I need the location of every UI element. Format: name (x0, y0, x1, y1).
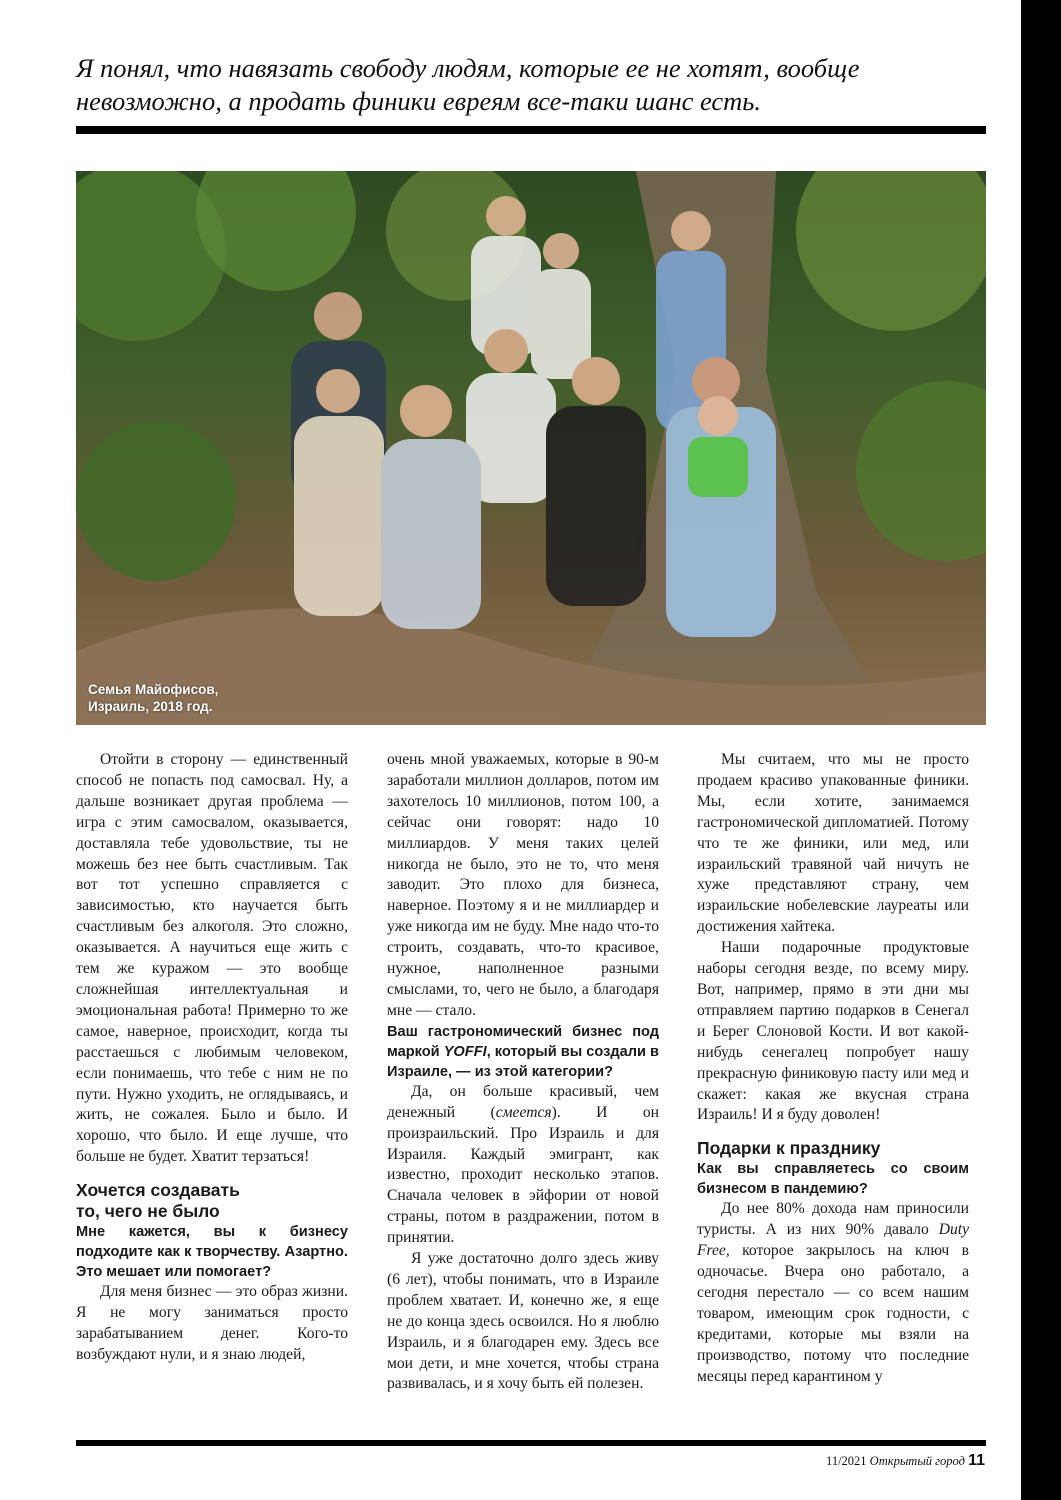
paragraph-text: ). И он произраильский. Про Израиль и для Израиля. Каждый эмигрант, как известно, проходит несколько этапов. Сначала человек в эйфории от новой страны, потом в раздражении, потом в принятии. (387, 1103, 659, 1247)
article-column-3 (697, 750, 969, 1387)
family-photo (76, 171, 986, 725)
interview-question: Мне кажется, вы к бизнесу подходите как к творчеству. Азартно. Это мешает или помогает? (76, 1224, 348, 1281)
bottom-rule (76, 1440, 986, 1446)
photo-caption-line-1: Семья Майофисов, (88, 682, 219, 697)
duty-free-term: Duty Free (697, 1221, 969, 1260)
question-text: , который вы создали в Израиле, — из этой категории? (387, 1043, 659, 1080)
paragraph: Я уже достаточно долго здесь живу (6 лет), чтобы понимать, что в Израиле проблем хватает. И, конечно же, я еще не до конца здесь освоился. Но я люблю Израиль, и я благодарен ему. Здесь все мои дети, и мне хочется, чтобы страна развивалась, и я хочу быть ей полезен. (387, 1250, 659, 1393)
paragraph: Мы считаем, что мы не просто продаем красиво упакованные финики. Мы, если хотите, занимаемся гастрономической дипломатией. Потому что те же финики, или мед, или израильский травяной чай ничуть не хуже представляют страну, чем израильские нобелевские лауреаты или достижения хайтека. (697, 751, 969, 936)
paragraph: Наши подарочные продуктовые наборы сегодня везде, по всему миру. Вот, например, прямо в эти дни мы отправляем партию подарков в Сенегал и Берег Слоновой Кости. И вот какой-нибудь сенегалец попробует нашу прекрасную финиковую пасту или мед и скажет: какая же вкусная страна Израиль! И я буду доволен! (697, 939, 969, 1124)
paragraph: Отойти в сторону — единственный способ не попасть под самосвал. Ну, а дальше возникает другая проблема — игра с этим самосвалом, оказывается, доставляла тебе удовольствие, ты не можешь без нее быть счастливым. Так вот тот успешно справляется с зависимостью, кто научается быть счастливым без алкоголя. Это сложно, оказывается. А научиться еще жить с тем же куражом — это вообще сложнейшая интеллектуальная и эмоциональная работа! Примерно то же самое, наверное, происходит, когда ты расстаешься с любимым человеком, если понимаешь, что тебе с ним не по пути. Нужно уходить, не оглядываясь, и жить, не сожалея. Было и было. И хорошо, что было. И еще лучше, что больше не будет. Хватит терзаться! (76, 751, 348, 1166)
remark-laughs: смеется (495, 1103, 552, 1121)
interview-question: Как вы справляетесь со своим бизнесом в пандемию? (697, 1161, 969, 1198)
paragraph-text: Да, он больше красивый, чем денежный ( (387, 1082, 659, 1121)
paragraph-text: До нее 80% дохода нам приносили туристы. А из них 90% давало (697, 1200, 969, 1239)
paragraph (387, 1082, 659, 1249)
section-heading-line-1: Хочется создавать (76, 1180, 240, 1201)
page-number: 11 (968, 1452, 985, 1469)
brand-name: YOFFI (443, 1043, 487, 1060)
paragraph (697, 1199, 969, 1387)
page-footer (826, 1452, 985, 1470)
section-heading (76, 1180, 348, 1222)
section-heading: Подарки к празднику (697, 1138, 881, 1159)
top-rule (76, 126, 986, 134)
section-heading-line-2: то, чего не было (76, 1201, 220, 1222)
photo-caption-line-2: Израиль, 2018 год. (88, 699, 213, 714)
article-column-2 (387, 750, 659, 1395)
paragraph-text: , которое закрылось на ключ в одночасье. Вчера оно работало, а сегодня перестало — со всем нашим товаром, имеющим срок годности, с кредитами, которые мы взяли на производство, потому что последние месяцы перед карантином у (697, 1242, 969, 1385)
question-text: Ваш гастрономический бизнес под маркой (387, 1023, 659, 1060)
interview-question (387, 1022, 659, 1082)
issue-number: 11/2021 (826, 1454, 867, 1468)
page-edge-bar (1021, 0, 1061, 1500)
paragraph: очень мной уважаемых, которые в 90-м заработали миллион долларов, потом им захотелось 10 миллионов, потом 100, а сейчас они говорят: надо 10 миллиардов. У меня таких целей никогда не было, это не то, что меня заводит. Это плохо для бизнеса, наверное. Поэтому я и не миллиардер и уже никогда им не буду. Мне надо что-то строить, создавать, что-то красивое, нужное, наполненное разными смыслами, то, чего не было, а благодаря мне — стало. (387, 751, 659, 1019)
article-column-1 (76, 750, 348, 1366)
photo-caption (88, 681, 218, 715)
magazine-title: Открытый город (869, 1454, 965, 1468)
family-photo-illustration (76, 171, 986, 725)
pull-quote-line-1: Я понял, что навязать свободу людям, которые ее не хотят, вообще (76, 53, 860, 83)
pull-quote (76, 52, 996, 118)
paragraph: Для меня бизнес — это образ жизни. Я не могу заниматься просто зарабатыванием денег. Кого-то возбуждают нули, и я знаю людей, (76, 1283, 348, 1363)
pull-quote-line-2: невозможно, а продать финики евреям все-таки шанс есть. (76, 86, 761, 116)
